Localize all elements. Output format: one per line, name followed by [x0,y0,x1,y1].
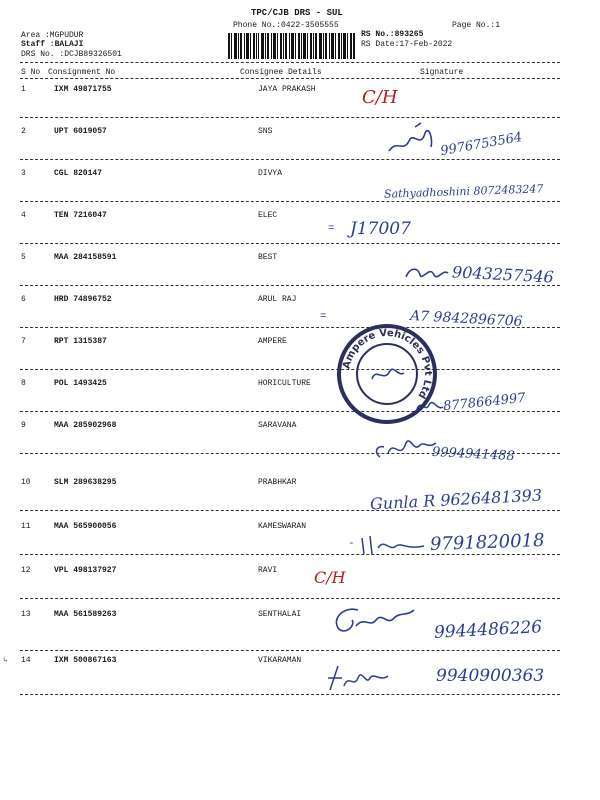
row-divider [20,201,560,202]
row-signature: 9043257546 [451,262,555,287]
table-row [0,253,600,296]
row-consignment: UPT 6019057 [54,127,107,136]
area-label: Area :MGPUDUR [21,31,84,40]
header-divider-top [20,62,560,63]
row-signature: Sathyadhoshini 8072483247 [383,182,544,201]
row-consignee: AMPERE [258,337,287,346]
row-signature: 9940900363 [436,666,545,686]
row-divider [20,117,560,118]
row-consignment: TEN 7216047 [54,211,107,220]
phone-number: Phone No.:0422-3505555 [233,21,339,30]
signature-scribble [370,431,440,465]
barcode [228,33,355,59]
row-signature: Gunla R 9626481393 [369,485,543,514]
row-sno: 2 [21,127,26,136]
row-sno: 10 [21,478,31,487]
signature-scribble [385,121,445,161]
row-signature: C/H [314,568,346,587]
staff-label: Staff :BALAJI [21,40,84,49]
row-divider [20,510,560,511]
scan-mark: ↳ [3,656,8,665]
row-divider [20,554,560,555]
table-row [0,522,600,565]
row-sno: 5 [21,253,26,262]
row-consignment: HRD 74896752 [54,295,112,304]
row-divider [20,159,560,160]
row-signature: 9976753564 [439,129,524,160]
row-consignment: MAA 284158591 [54,253,117,262]
row-consignment: MAA 565900056 [54,522,117,531]
row-divider [20,694,560,695]
dash-mark: = [328,223,335,235]
table-row [0,478,600,521]
row-consignee: SNS [258,127,273,136]
company-stamp [336,323,438,425]
row-consignee: RAVI [258,566,278,575]
drs-number: DRS No. :DCJB89326501 [21,50,122,59]
row-divider [20,598,560,599]
row-sno: 3 [21,169,26,178]
stamp-text: Ampere Vehicles Pvt Ltd [341,327,434,401]
row-consignee: DIVYA [258,169,283,178]
row-divider [20,285,560,286]
row-consignment: SLM 289638295 [54,478,117,487]
row-consignee: HORICULTURE [258,379,311,388]
row-divider [20,411,560,412]
row-sno: 4 [21,211,26,220]
table-row [0,566,600,609]
column-header-consignment: Consignment No [48,68,116,77]
row-divider [20,243,560,244]
row-divider [20,369,560,370]
row-consignee: ARUL RAJ [258,295,297,304]
signature-scribble [402,261,452,285]
table-row [0,211,600,254]
row-sno: 13 [21,610,31,619]
row-consignee: KAMESWARAN [258,522,307,531]
table-row [0,337,600,380]
sheet-title: TPC/CJB DRS - SUL [251,8,343,18]
row-consignment: CGL 820147 [54,169,103,178]
row-consignee: SARAVANA [258,421,297,430]
row-signature: 9791820018 [429,530,545,555]
table-row [0,169,600,212]
rs-number: RS No.:893265 [361,30,424,39]
row-consignment: MAA 285902968 [54,421,117,430]
row-signature: J17007 [350,219,411,239]
table-row [0,379,600,422]
row-sno: 6 [21,295,26,304]
column-header-signature: Signature [420,68,464,77]
row-signature: A7 9842896706 [409,308,523,330]
row-signature: 9994941488 [431,444,516,465]
page-number: Page No.:1 [452,21,501,30]
signature-scribble [328,604,418,638]
table-row [0,421,600,464]
row-divider [20,327,560,328]
table-row [0,127,600,170]
row-signature: 9944486226 [433,617,543,643]
row-consignment: RPT 1315387 [54,337,107,346]
row-sno: 9 [21,421,26,430]
dash-mark: = [320,311,327,323]
row-sno: 12 [21,566,31,575]
row-divider [20,650,560,651]
table-row [0,656,600,699]
row-consignment: VPL 498137927 [54,566,117,575]
row-consignment: IXM 49871755 [54,85,112,94]
column-header-sno: S No [21,68,41,77]
row-consignee: BEST [258,253,278,262]
header-divider-bottom [20,78,560,79]
column-header-consignee: Consignee Details [240,68,322,77]
row-consignee: SENTHALAI [258,610,302,619]
rs-date: RS Date:17-Feb-2022 [361,40,453,49]
row-consignment: IXM 500867163 [54,656,117,665]
row-consignee: VIKARAMAN [258,656,302,665]
row-sno: 8 [21,379,26,388]
row-consignee: PRABHKAR [258,478,297,487]
row-sno: 11 [21,522,31,531]
row-consignee: JAYA PRAKASH [258,85,316,94]
table-row [0,85,600,128]
row-consignment: POL 1493425 [54,379,107,388]
row-signature: C/H [362,87,398,108]
row-signature: 8778664997 [442,390,527,415]
dash-mark: - [348,538,355,550]
row-consignment: MAA 561589263 [54,610,117,619]
table-row [0,295,600,338]
row-sno: 7 [21,337,26,346]
row-divider [20,453,560,454]
table-row [0,610,600,653]
row-consignee: ELEC [258,211,278,220]
row-sno: 14 [21,656,31,665]
row-sno: 1 [21,85,26,94]
signature-scribble [322,660,392,696]
